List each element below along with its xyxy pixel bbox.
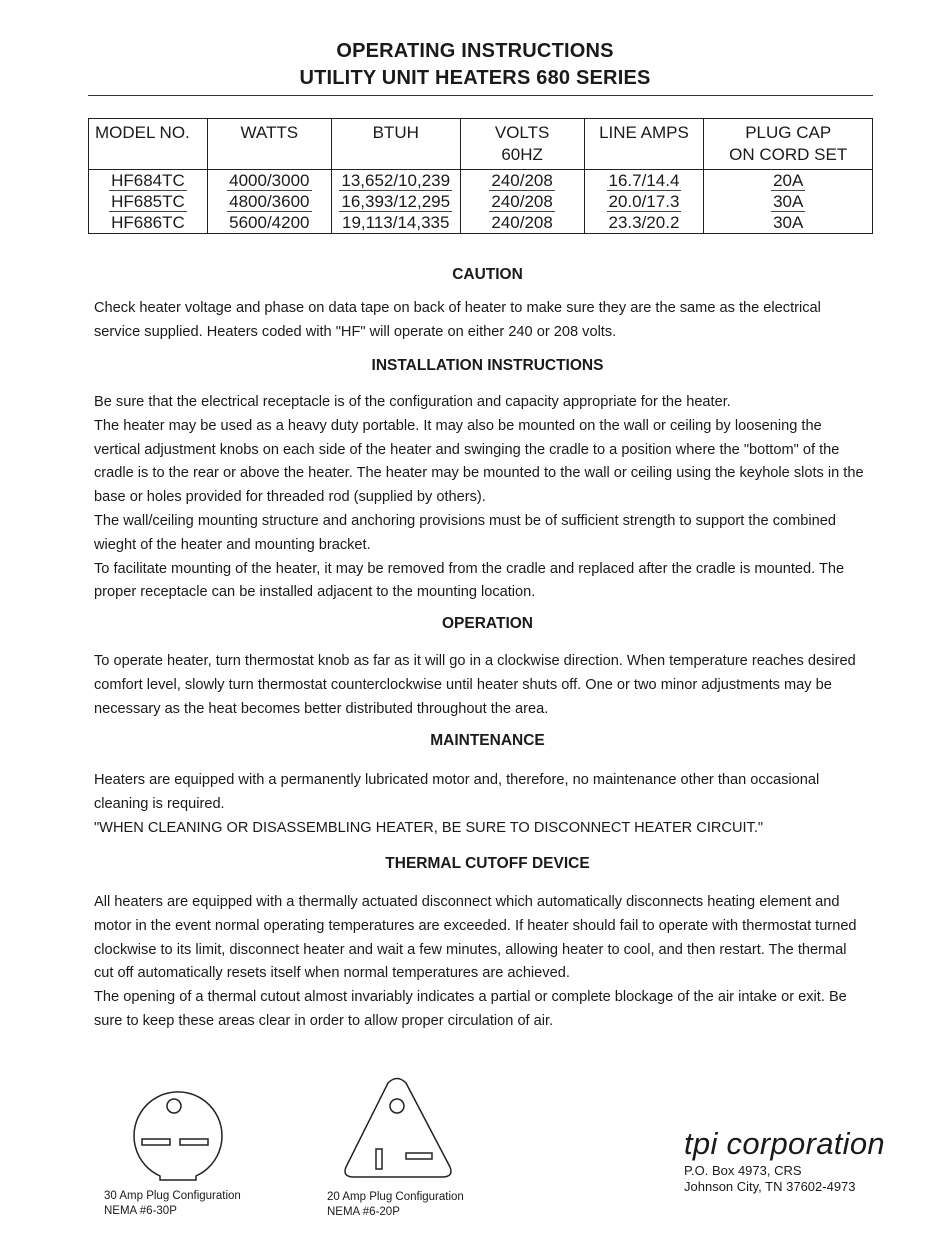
cell-text: 30A [773, 213, 804, 232]
maintenance-paragraph: Heaters are equipped with a permanently lubricated motor and, therefore, no maintenance other than occasional cleaning is required. [94, 772, 820, 812]
maintenance-warning: "WHEN CLEANING OR DISASSEMBLING HEATER, BE SURE TO DISCONNECT HEATER CIRCUIT." [94, 819, 764, 836]
cell-btuh [331, 212, 460, 234]
spec-table [88, 118, 873, 234]
operation-body [94, 650, 864, 721]
caution-body [94, 297, 864, 345]
cell-text: HF684TC [111, 171, 185, 190]
installation-body [94, 391, 864, 605]
table-row [89, 212, 873, 234]
installation-paragraph: The wall/ceiling mounting structure and anchoring provisions must be of sufficient strength to support the combined wieght of the heater and mounting bracket. [94, 512, 836, 553]
cell-line-amps [584, 212, 704, 234]
thermal-paragraph: All heaters are equipped with a thermally actuated disconnect which automatically disconnects heating element and motor in the event normal operating temperatures are exceeded. If heater should fail to operate with thermostat turned clockwise to its limit, disconnect heater and wait a few minutes, allowing heater to cool, and then restart. The thermal cut off automatically resets itself when normal temperatures are achieved. [94, 894, 857, 982]
cell-plug-cap [704, 170, 873, 192]
column-header-btuh: BTUH [331, 119, 460, 170]
plug-20-caption-title: 20 Amp Plug Configuration [327, 1191, 464, 1203]
nema-6-20p-plug-diagram [340, 1075, 456, 1183]
column-header-line-amps: LINE AMPS [584, 119, 704, 170]
page-title [0, 38, 950, 92]
column-header-plug-cap: PLUG CAP ON CORD SET [704, 119, 873, 170]
address-line-2: Johnson City, TN 37602-4973 [684, 1179, 856, 1194]
cell-text: 19,113/14,335 [342, 213, 450, 232]
cell-line-amps [584, 191, 704, 212]
title-line-1: OPERATING INSTRUCTIONS [336, 40, 614, 62]
cell-text: HF686TC [111, 213, 185, 232]
cell-text: 23.3/20.2 [608, 213, 680, 232]
caution-paragraph: Check heater voltage and phase on data tape on back of heater to make sure they are the same as the electrical service supplied. Heaters coded with "HF" will operate on either 240 or 208 volts. [94, 300, 821, 340]
thermal-paragraph: The opening of a thermal cutout almost invariably indicates a partial or complete blockage of the air intake or exit. Be sure to keep these areas clear in order to allow proper circulation of air. [94, 989, 847, 1029]
cell-text: 16,393/12,295 [341, 192, 451, 211]
cell-text: HF685TC [111, 192, 185, 211]
company-name: tpi corporation [684, 1126, 885, 1161]
maintenance-body [94, 769, 864, 840]
installation-paragraph: Be sure that the electrical receptacle is of the configuration and capacity appropriate for the heater. [94, 394, 731, 410]
cell-model [89, 170, 208, 192]
column-header-model: MODEL NO. [89, 119, 208, 170]
cell-btuh [331, 191, 460, 212]
installation-heading: INSTALLATION INSTRUCTIONS [371, 357, 604, 374]
cell-text: 20.0/17.3 [608, 192, 680, 211]
installation-paragraph: The heater may be used as a heavy duty portable. It may also be mounted on the wall or ceiling by loosening the vertical adjustment knobs on each side of the heater and swinging the cradle to a position where the "bottom" of the cradle is to the rear or above the heater. The heater may be mounted to the wall or ceiling using the keyhole slots in the base or holes provided for threaded rod (supplied by others). [94, 417, 864, 506]
spec-table-header-row [89, 119, 873, 170]
cell-plug-cap [704, 191, 873, 212]
cell-volts [460, 212, 584, 234]
table-row [89, 191, 873, 212]
cell-text: 30A [773, 192, 804, 211]
plug-30-caption-title: 30 Amp Plug Configuration [104, 1190, 241, 1202]
thermal-body [94, 891, 864, 1034]
cell-text: 4000/3000 [229, 171, 310, 190]
plug-20-caption-nema: NEMA #6-20P [327, 1206, 400, 1218]
installation-paragraph: To facilitate mounting of the heater, it may be removed from the cradle and replaced after the cradle is mounted. The proper receptacle can be installed adjacent to the mounting location. [94, 560, 845, 601]
cell-text: 4800/3600 [229, 192, 310, 211]
cell-text: 5600/4200 [229, 213, 310, 232]
cell-volts [460, 170, 584, 192]
operation-paragraph: To operate heater, turn thermostat knob as far as it will go in a clockwise direction. When temperature reaches desired comfort level, slowly turn thermostat counterclockwise until heater shuts off. One or two minor adjustments may be necessary as the heat becomes better distributed throughout the area. [94, 653, 856, 717]
cell-text: 13,652/10,239 [341, 171, 451, 190]
cell-plug-cap [704, 212, 873, 234]
cell-line-amps [584, 170, 704, 192]
cell-watts [207, 170, 331, 192]
cell-watts [207, 212, 331, 234]
caution-heading: CAUTION [452, 266, 523, 283]
plug-30-caption-nema: NEMA #6-30P [104, 1205, 177, 1217]
maintenance-heading: MAINTENANCE [430, 732, 545, 749]
company-address [684, 1163, 856, 1195]
plug-20-caption [327, 1190, 464, 1220]
cell-text: 20A [773, 171, 804, 190]
cell-watts [207, 191, 331, 212]
operation-heading: OPERATION [442, 615, 533, 632]
column-header-watts: WATTS [207, 119, 331, 170]
nema-6-30p-plug-diagram [122, 1080, 226, 1184]
cell-text: 240/208 [491, 192, 553, 211]
title-divider [88, 95, 873, 96]
plug-30-caption [104, 1189, 241, 1219]
cell-text: 240/208 [491, 171, 553, 190]
thermal-heading: THERMAL CUTOFF DEVICE [385, 855, 590, 872]
cell-volts [460, 191, 584, 212]
cell-model [89, 191, 208, 212]
column-header-volts: VOLTS 60HZ [460, 119, 584, 170]
address-line-1: P.O. Box 4973, CRS [684, 1163, 802, 1178]
cell-btuh [331, 170, 460, 192]
table-row [89, 170, 873, 192]
cell-text: 240/208 [491, 213, 553, 232]
cell-model [89, 212, 208, 234]
cell-text: 16.7/14.4 [608, 171, 680, 190]
title-line-2: UTILITY UNIT HEATERS 680 SERIES [299, 67, 651, 89]
